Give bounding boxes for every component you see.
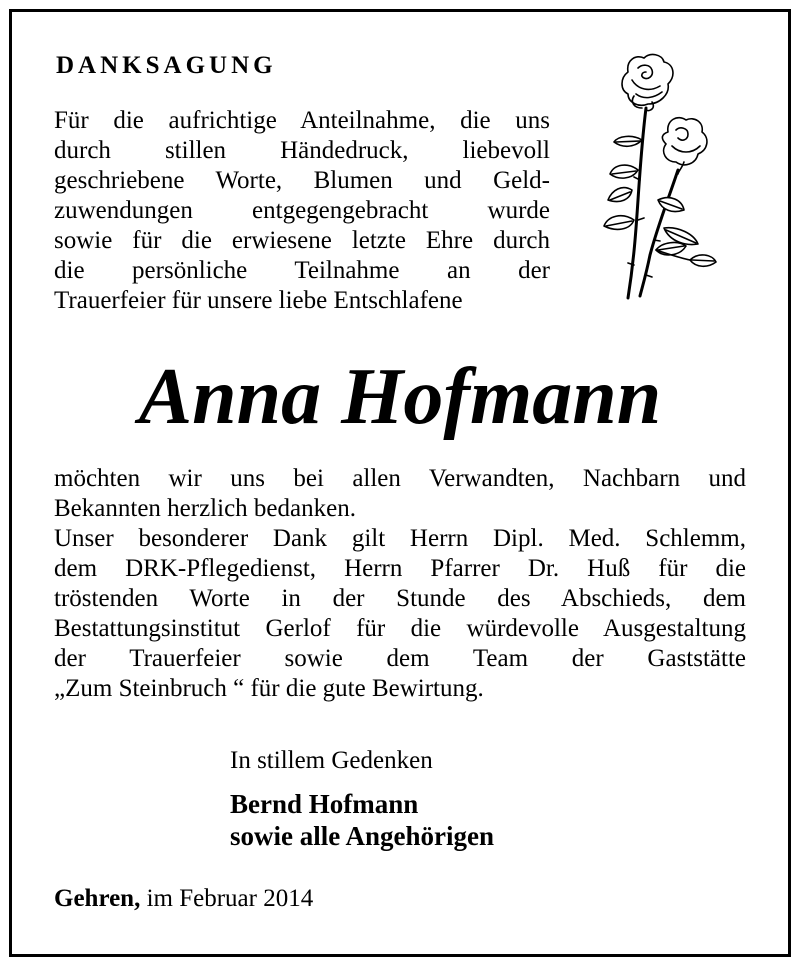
intro-line: zuwendungen entgegengebracht wurde (54, 197, 550, 224)
place-date (54, 884, 313, 914)
date: im Februar 2014 (146, 885, 314, 912)
closing-phrase: In stillem Gedenken (230, 747, 433, 774)
body-line: Unser besonderer Dank gilt Herrn Dipl. Med. Schlemm, (54, 525, 746, 552)
signers-block (230, 788, 494, 852)
rose-icon (598, 50, 720, 300)
body-line: Bekannten herzlich bedanken. (54, 495, 356, 522)
body-line: möchten wir uns bei allen Verwandten, Nachbarn und (54, 465, 746, 492)
body-line: „Zum Steinbruch “ für die gute Bewirtung. (54, 675, 484, 702)
intro-line: durch stillen Händedruck, liebevoll (54, 137, 550, 164)
notice-heading: DANKSAGUNG (56, 52, 277, 79)
signer-name: Bernd Hofmann (230, 789, 419, 819)
intro-line: geschriebene Worte, Blumen und Geld- (54, 167, 550, 194)
intro-line: Für die aufrichtige Anteilnahme, die uns (54, 107, 550, 134)
signer-family: sowie alle Angehörigen (230, 821, 494, 851)
deceased-name: Anna Hofmann (138, 353, 662, 441)
body-line: Bestattungsinstitut Gerlof für die würdevolle Ausgestaltung (54, 615, 746, 642)
place: Gehren, (54, 885, 141, 912)
intro-line: Trauerfeier für unsere liebe Entschlafene (54, 287, 463, 314)
body-line: tröstenden Worte in der Stunde des Abschieds, dem (54, 585, 746, 612)
intro-line: sowie für die erwiesene letzte Ehre durch (54, 227, 550, 254)
intro-line: die persönliche Teilnahme an der (54, 257, 550, 284)
body-line: dem DRK-Pflegedienst, Herrn Pfarrer Dr. Huß für die (54, 555, 746, 582)
body-line: der Trauerfeier sowie dem Team der Gaststätte (54, 645, 746, 672)
intro-paragraph (54, 106, 550, 316)
thanks-paragraph (54, 464, 746, 704)
